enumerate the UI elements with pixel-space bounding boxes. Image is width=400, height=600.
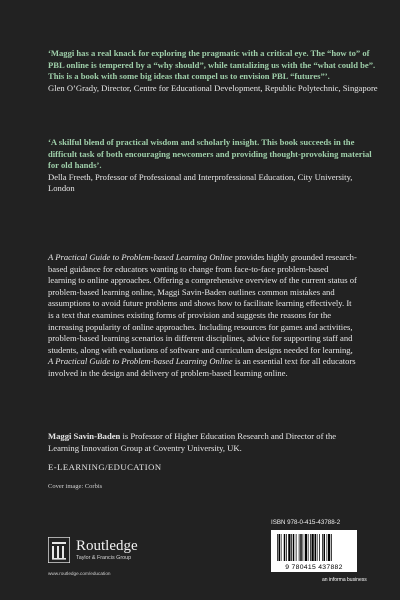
review-1-author: Glen O’Grady, Director, Centre for Educational Development, Republic Polytechnic, Singapore [48,82,378,93]
informa-tagline: an informa business [322,577,367,583]
review-2-quote: ‘A skilful blend of practical wisdom and scholarly insight. This book succeeds in the difficult task of both encouraging newcomers and providing thought-provoking material for old hands’. [48,137,372,171]
publisher-logo [48,537,138,563]
publisher-group: Taylor & Francis Group [76,555,132,561]
review-2 [48,137,378,195]
author-bio [48,431,358,454]
subject-category: E-LEARNING/EDUCATION [48,462,162,472]
routledge-logo-icon [48,537,70,563]
book-title-italic: A Practical Guide to Problem-based Learning Online [48,252,233,262]
publisher-url: www.routledge.com/education [48,571,111,576]
barcode-number: 9 780415 437882 [285,564,343,571]
review-2-author: Della Freeth, Professor of Professional and Interprofessional Education, City University, London [48,171,353,194]
publisher-text [76,539,138,561]
cover-credit: Cover image: Corbis [48,483,103,490]
barcode-bars-icon [277,534,351,561]
book-title-italic-2: A Practical Guide to Problem-based Learning Online [48,356,233,367]
review-1-quote: ‘Maggi has a real knack for exploring the pragmatic with a critical eye. The “how to” of PBL online is tempered by a “why should”, while tantalizing us with the “what could be”. This is a book with some big ideas that compel us to envision PBL “futures”’. [48,48,376,82]
description-part-1: provides highly grounded research-based guidance for educators wanting to change from face-to-face problem-based learning to online approaches. Offering a comprehensive overview of the current status of problem-based learning online, Maggi Savin-Baden outlines common mistakes and assumptions to avoid future problems and shows how to facilitate learning effectively. It is a text that examines existing forms of provision and suggests the reasons for the increasing popularity of online approaches. Including resources for games and activities, problem-based learning scenarios in different disciplines, advice for supporting staff and students, along with evaluations of software and curriculum designs needed for learning, [48,252,357,355]
author-name: Maggi Savin-Baden [48,431,121,441]
publisher-name: Routledge [76,538,138,554]
description-part-2: is an essential text for all educators involved in the design and delivery of problem-based learning online. [48,356,356,378]
isbn-label: ISBN 978-0-415-43788-2 [271,519,341,526]
author-bio-text: is Professor of Higher Education Research and Director of the Learning Innovation Group at Coventry University, UK. [48,431,337,453]
review-1 [48,48,378,94]
book-description [48,252,358,380]
barcode [271,530,357,572]
